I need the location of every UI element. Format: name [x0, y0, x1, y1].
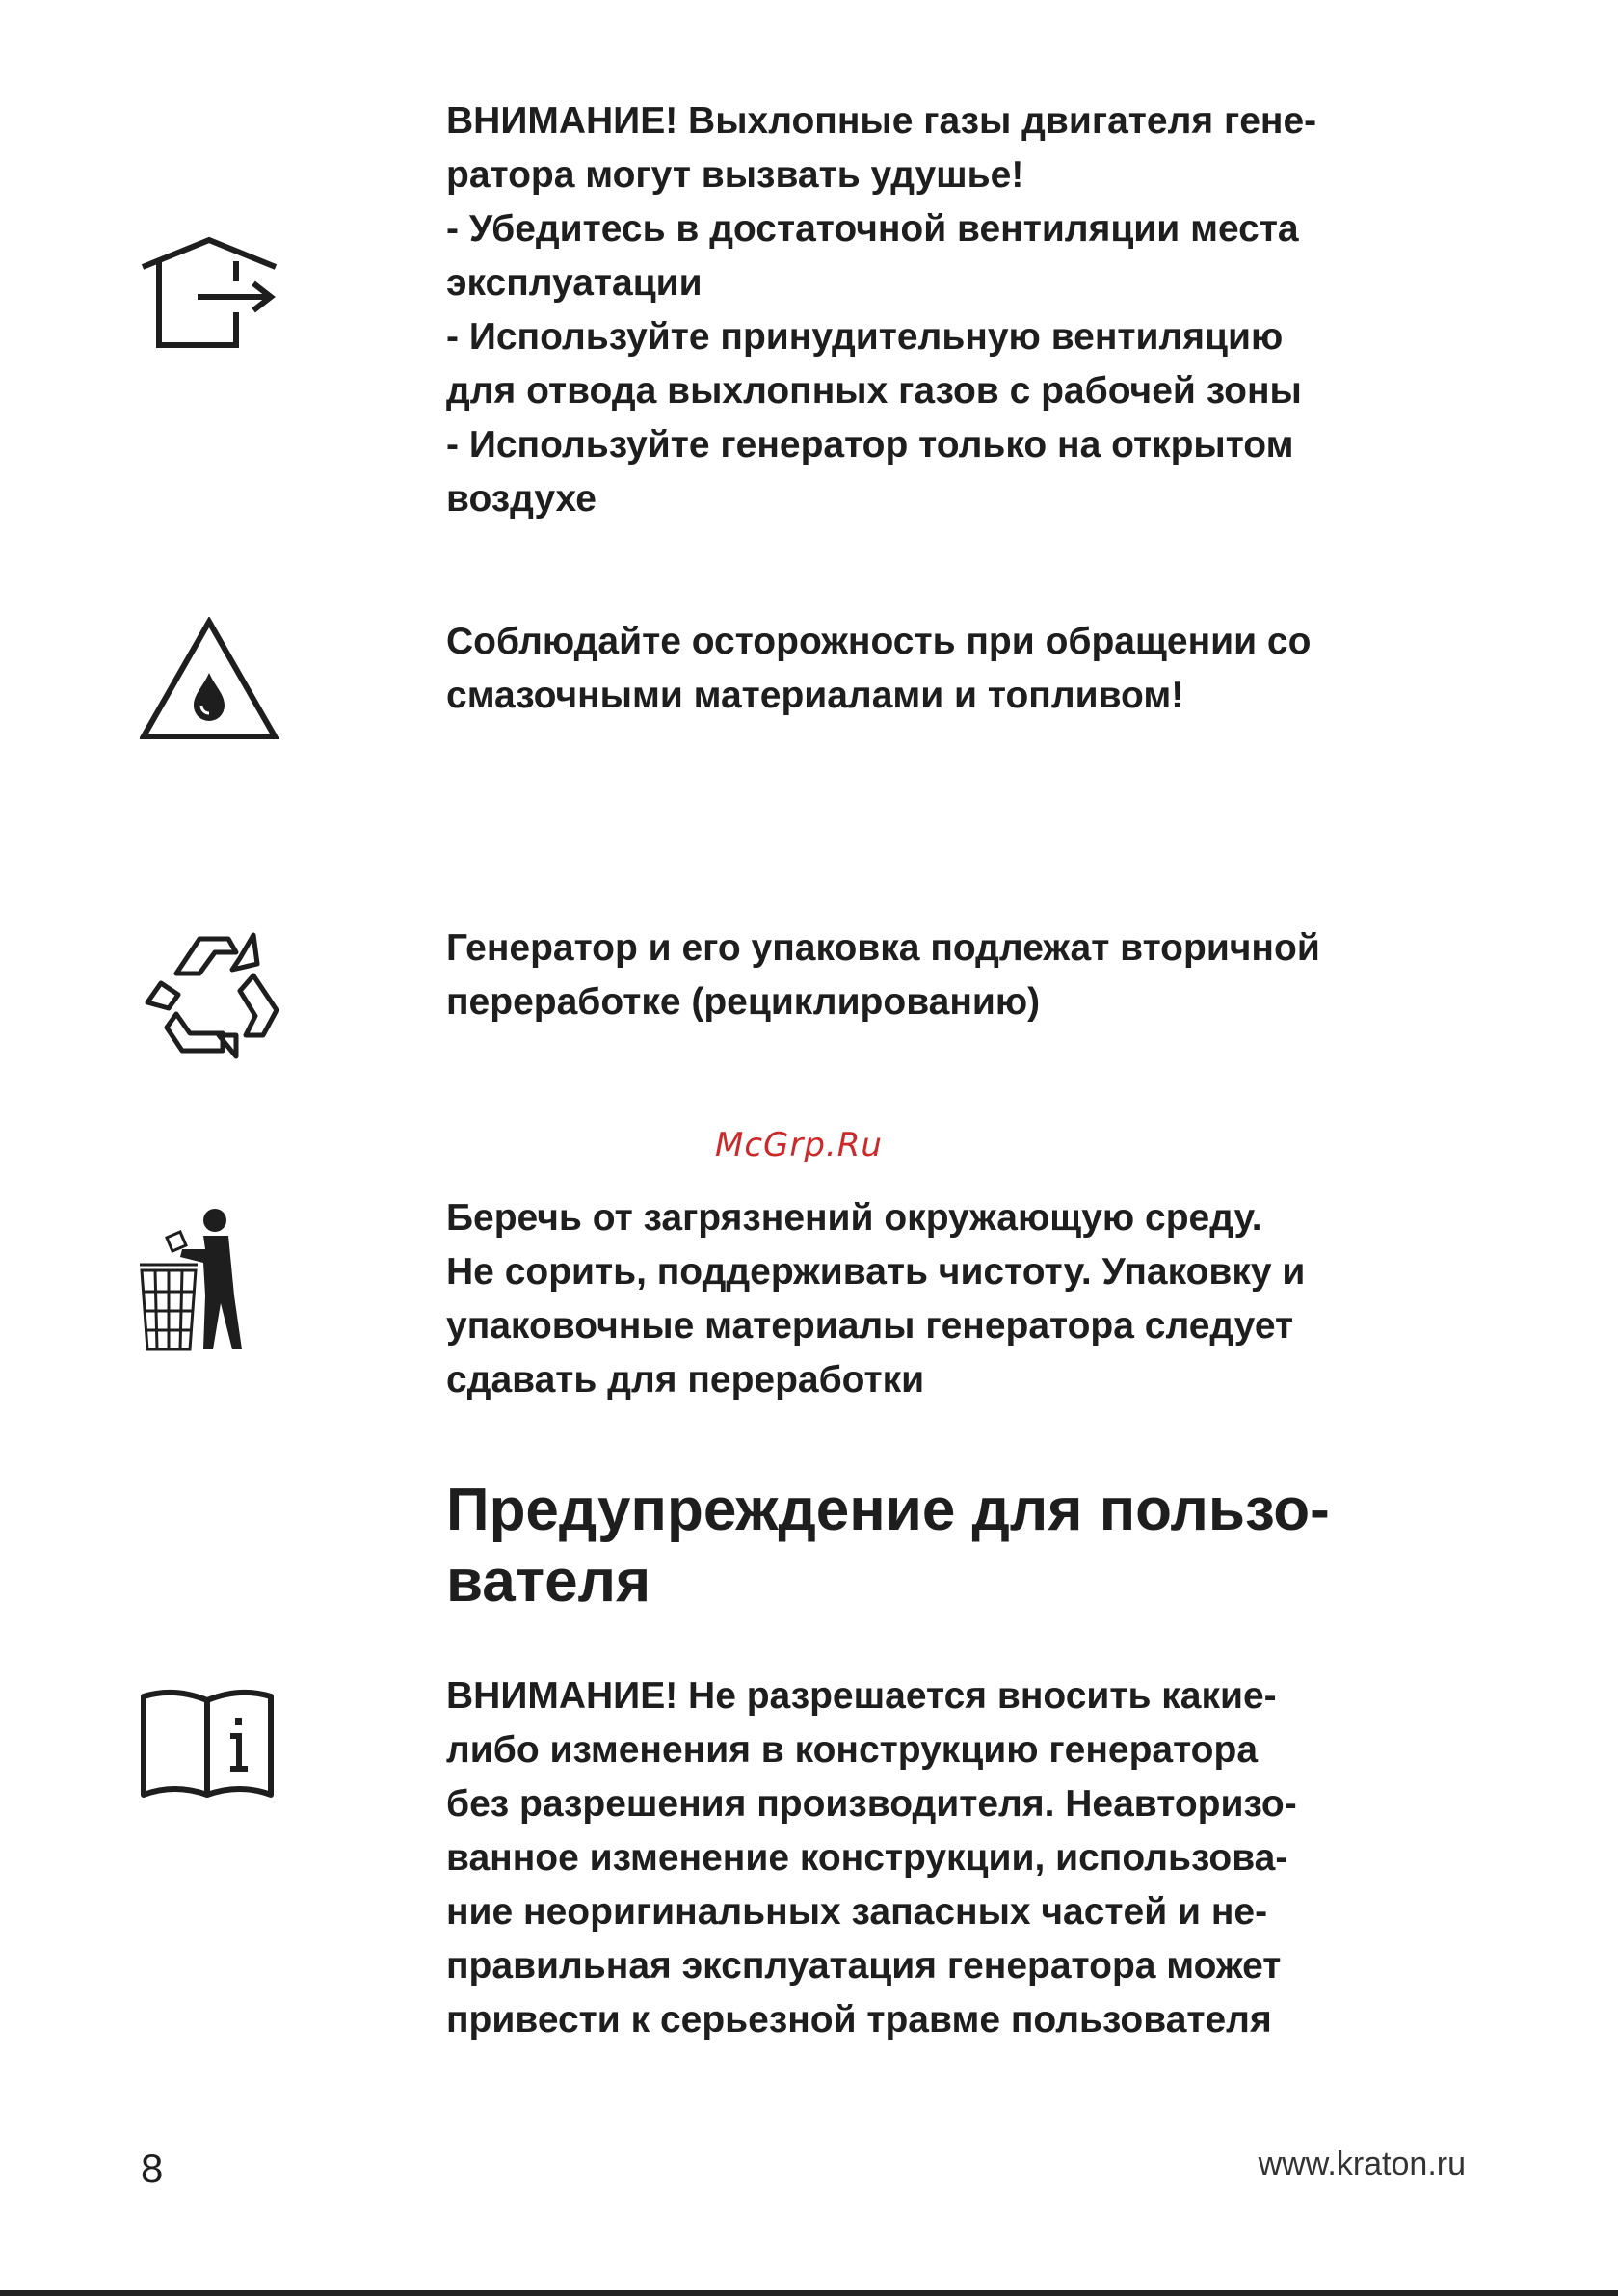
text-line: Генератор и его упаковка подлежат вторичной	[446, 927, 1320, 969]
text-line: сдавать для переработки	[446, 1359, 925, 1401]
text-line: Беречь от загрязнений окружающую среду.	[446, 1197, 1262, 1239]
page-number: 8	[141, 2146, 164, 2191]
flammable-liquid-warning-icon	[140, 617, 279, 742]
heading-line: вателя	[446, 1548, 651, 1615]
text-line: переработке (рециклированию)	[446, 981, 1041, 1023]
text-line: правильная эксплуатация генератора может	[446, 1945, 1282, 1987]
lubricants-caution-text	[446, 615, 1470, 723]
text-line: Соблюдайте осторожность при обращении со	[446, 621, 1312, 662]
text-line: либо изменения в конструкцию генератора	[446, 1729, 1259, 1771]
text-line: ВНИМАНИЕ! Выхлопные газы двигателя гене-	[446, 100, 1317, 142]
text-line: смазочными материалами и топливом!	[446, 675, 1184, 716]
watermark: McGrp.Ru	[715, 1126, 883, 1164]
text-line: привести к серьезной травме пользователя	[446, 1999, 1272, 2041]
section-heading	[446, 1475, 1470, 1617]
ventilation-house-icon	[140, 236, 279, 352]
exhaust-warning-text	[446, 94, 1470, 526]
text-line: ратора могут вызвать удушье!	[446, 154, 1024, 196]
text-line: ванное изменение конструкции, использова-	[446, 1837, 1288, 1879]
text-line: ние неоригинальных запасных частей и не-	[446, 1891, 1268, 1933]
text-line: без разрешения производителя. Неавторизо-	[446, 1783, 1297, 1825]
text-line: воздухе	[446, 478, 597, 520]
manual-info-icon	[140, 1687, 275, 1801]
text-line: для отвода выхлопных газов с рабочей зоны	[446, 370, 1302, 412]
text-line: ВНИМАНИЕ! Не разрешается вносить какие-	[446, 1675, 1277, 1717]
recycle-icon	[140, 927, 284, 1064]
text-line: - Используйте принудительную вентиляцию	[446, 316, 1284, 358]
website-link[interactable]: www.kraton.ru	[1258, 2146, 1466, 2182]
text-line: упаковочные материалы генератора следует	[446, 1305, 1294, 1347]
text-line: Не сорить, поддерживать чистоту. Упаковку и	[446, 1251, 1306, 1293]
text-line: эксплуатации	[446, 262, 703, 304]
text-line: - Убедитесь в достаточной вентиляции места	[446, 208, 1299, 250]
modification-warning-text	[446, 1669, 1470, 2047]
environment-text	[446, 1191, 1470, 1407]
text-line: - Используйте генератор только на открытом	[446, 424, 1294, 466]
bottom-rule	[0, 2290, 1618, 2296]
litter-bin-icon	[138, 1207, 253, 1353]
heading-line: Предупреждение для пользо-	[446, 1477, 1330, 1543]
recycling-text	[446, 921, 1470, 1029]
